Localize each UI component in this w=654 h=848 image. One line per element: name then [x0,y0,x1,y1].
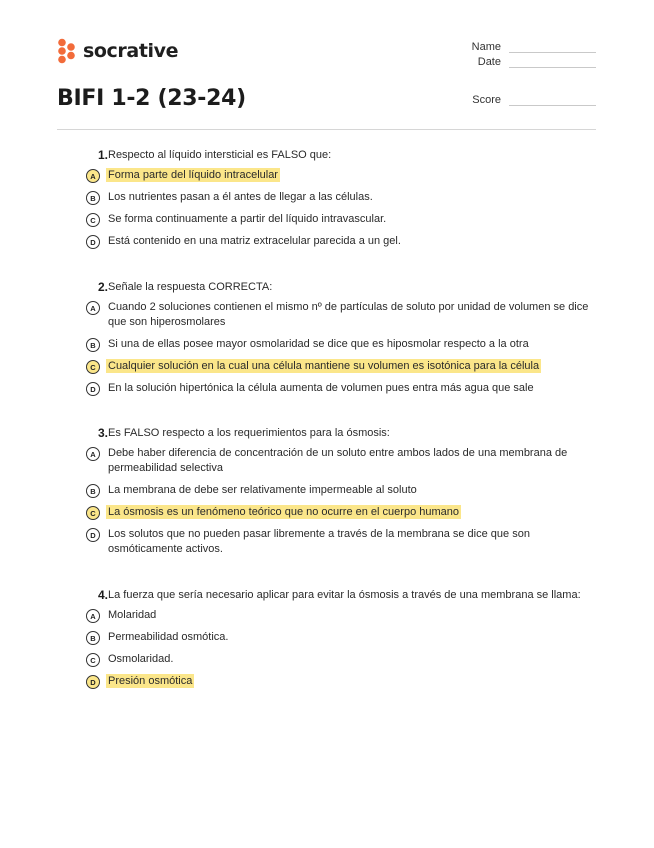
option-d[interactable] [86,674,591,689]
question-header [86,426,591,441]
option-text: La membrana de debe ser relativamente impermeable al soluto [108,484,417,496]
option-label: La ósmosis es un fenómeno teórico que no ocurre en el cuerpo humano [108,506,459,518]
option-b[interactable] [86,190,591,205]
option-text [108,359,591,374]
score-line[interactable] [509,97,596,106]
option-letter-badge[interactable]: C [86,653,100,667]
option-c[interactable] [86,212,591,227]
question-text: Señale la respuesta CORRECTA: [108,281,273,293]
option-c[interactable] [86,359,591,374]
question-number: 3. [97,426,108,440]
option-letter-badge[interactable]: C [86,360,100,374]
option-letter-badge[interactable]: D [86,235,100,249]
option-letter-badge[interactable]: B [86,484,100,498]
option-text: En la solución hipertónica la célula aumenta de volumen pues entra más agua que sale [108,382,534,394]
score-label: Score [472,94,501,106]
option-d[interactable] [86,234,591,249]
option-text: Se forma continuamente a partir del líquido intravascular. [108,213,387,225]
option-letter-badge[interactable]: B [86,191,100,205]
question-header [86,280,591,295]
option-d[interactable] [86,381,591,396]
name-label: Name [471,41,501,53]
question-1 [86,148,591,256]
question-3 [86,426,591,564]
score-field[interactable] [441,94,596,106]
option-a[interactable] [86,608,591,623]
question-text: Es FALSO respecto a los requerimientos para la ósmosis: [108,427,390,439]
question-4 [86,588,591,696]
option-label: Forma parte del líquido intracelular [108,169,278,181]
option-c[interactable] [86,505,591,520]
option-label: Cualquier solución en la cual una célula mantiene su volumen es isotónica para la célula [108,360,540,372]
date-field[interactable] [441,56,596,68]
question-2 [86,280,591,403]
option-letter-badge[interactable]: A [86,301,100,315]
option-text: Osmolaridad. [108,653,174,665]
option-text: Cuando 2 soluciones contienen el mismo nº de partículas de soluto por unidad de volumen se dice que son hiperosmolares [108,301,589,328]
option-letter-badge[interactable]: A [86,447,100,461]
option-letter-badge[interactable]: C [86,506,100,520]
question-number: 4. [97,588,108,602]
question-header [86,148,591,163]
option-text [108,168,591,183]
question-text: Respecto al líquido intersticial es FALSO que: [108,149,332,161]
brand-name: socrative [83,40,179,62]
option-text: Debe haber diferencia de concentración de un soluto entre ambos lados de una membrana de permeabilidad selectiva [108,447,568,474]
option-text: Permeabilidad osmótica. [108,631,229,643]
option-text: Si una de ellas posee mayor osmolaridad se dice que es hiposmolar respecto a la otra [108,338,529,350]
option-letter-badge[interactable]: D [86,675,100,689]
name-field[interactable] [441,41,596,53]
option-letter-badge[interactable]: B [86,338,100,352]
option-text: Molaridad [108,609,157,621]
socrative-logo-icon [57,38,77,64]
option-letter-badge[interactable]: C [86,213,100,227]
option-a[interactable] [86,168,591,183]
header-divider [57,129,596,130]
option-b[interactable] [86,337,591,352]
option-text: Los solutos que no pueden pasar libremente a través de la membrana se dice que son osmóticamente activos. [108,528,530,555]
option-letter-badge[interactable]: B [86,631,100,645]
date-line[interactable] [509,59,596,68]
option-d[interactable] [86,527,591,557]
option-c[interactable] [86,652,591,667]
option-label: Presión osmótica [108,675,193,687]
option-letter-badge[interactable]: D [86,528,100,542]
option-letter-badge[interactable]: A [86,169,100,183]
socrative-logo [57,38,178,64]
option-text: Los nutrientes pasan a él antes de llegar a las células. [108,191,373,203]
question-number: 1. [97,148,108,162]
option-letter-badge[interactable]: D [86,382,100,396]
option-a[interactable] [86,446,591,476]
quiz-title: BIFI 1-2 (23-24) [57,86,246,111]
name-line[interactable] [509,44,596,53]
option-letter-badge[interactable]: A [86,609,100,623]
question-number: 2. [97,280,108,294]
question-header [86,588,591,603]
date-label: Date [477,56,501,68]
option-text [108,505,591,520]
question-text: La fuerza que sería necesario aplicar para evitar la ósmosis a través de una membrana se llama: [108,589,581,601]
option-text: Está contenido en una matriz extracelular parecida a un gel. [108,235,401,247]
option-a[interactable] [86,300,591,330]
option-text [108,674,591,689]
option-b[interactable] [86,483,591,498]
option-b[interactable] [86,630,591,645]
